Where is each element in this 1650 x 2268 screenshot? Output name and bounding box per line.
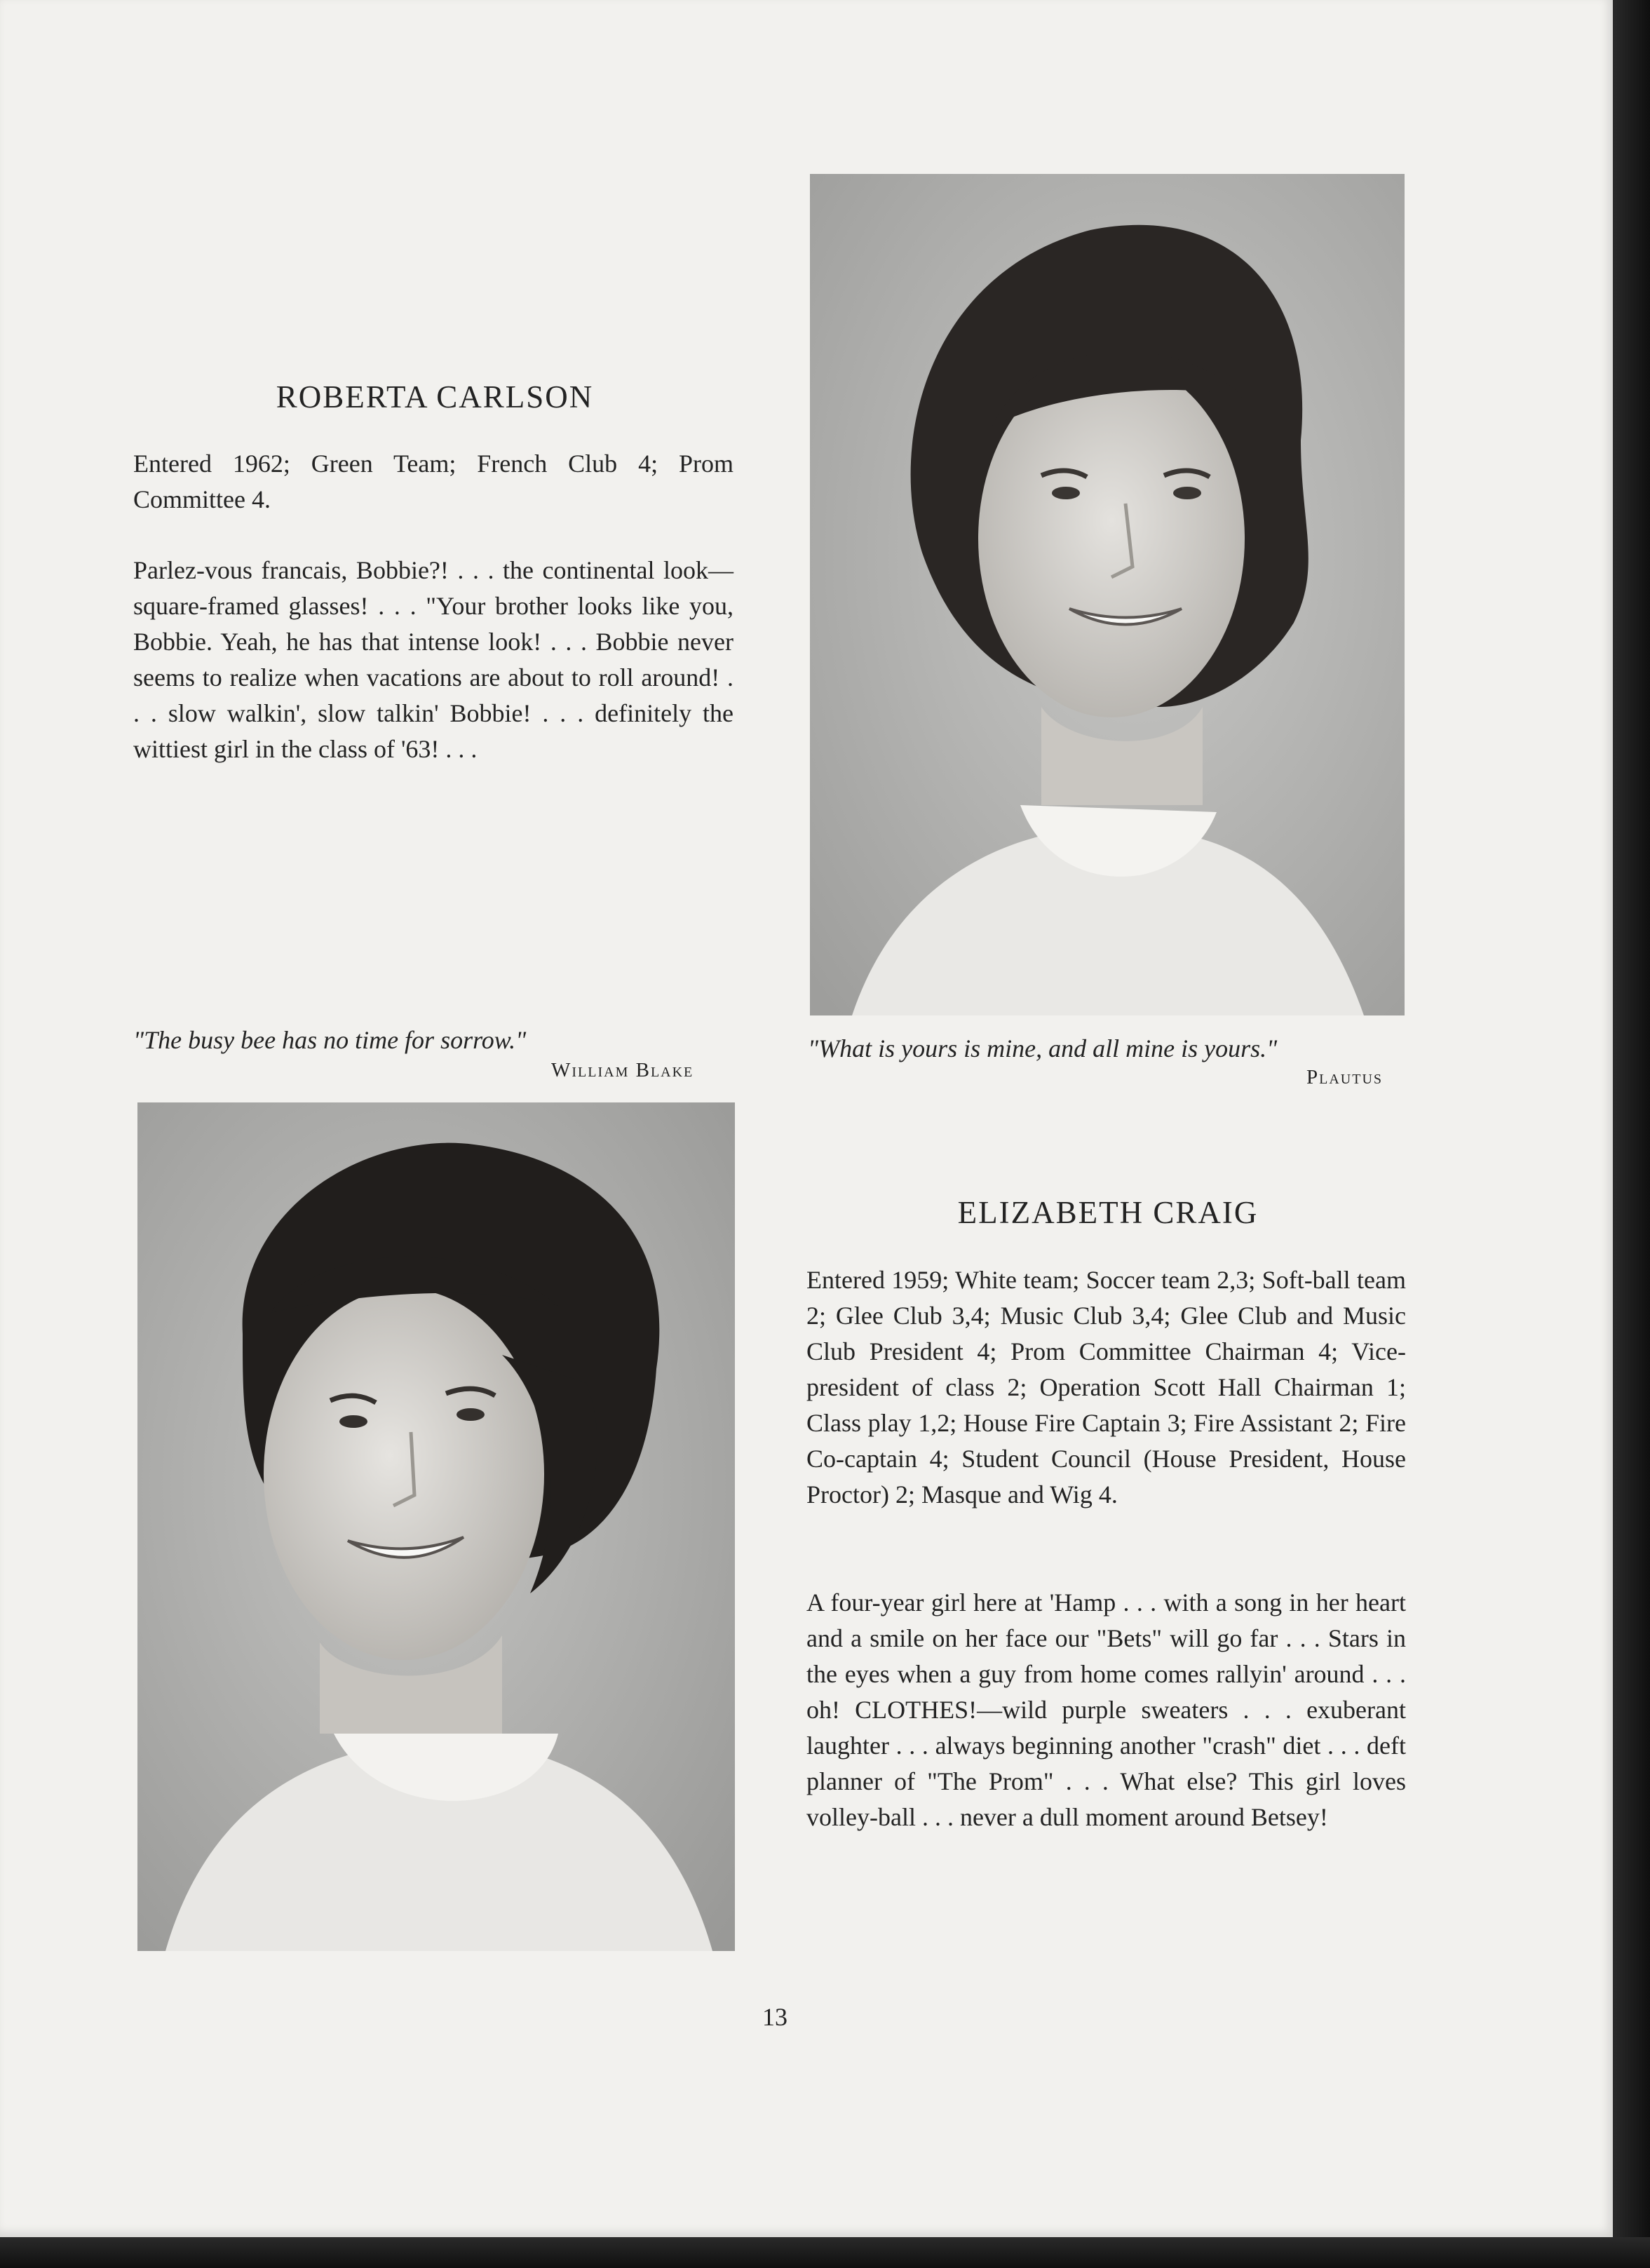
elizabeth-craig-quote-author: Plautus <box>1306 1066 1384 1088</box>
roberta-carlson-name: ROBERTA CARLSON <box>276 379 594 414</box>
elizabeth-craig-write-up: A four-year girl here at 'Hamp . . . with a song in her heart and a smile on her face our "Bets" will go far . . . Stars in the eyes when a guy from home comes rallyin' around . . . oh! CLOTHES!—wild purple sweaters . . . exuberant laughter . . . always beginning another "crash" diet . . . deft planner of "The Prom" . . . What else? This girl loves volley-ball . . . never a dull moment around Betsey! <box>806 1588 1406 1831</box>
roberta-carlson-quote-author: William Blake <box>551 1059 694 1081</box>
roberta-carlson-activities: Entered 1962; Green Team; French Club 4; Prom Committee 4. <box>133 450 733 513</box>
roberta-carlson-quote: "The busy bee has no time for sorrow." <box>133 1026 527 1054</box>
scanner-edge-right <box>1613 0 1650 2268</box>
roberta-carlson-portrait <box>810 174 1405 1015</box>
page-number: 13 <box>762 2003 787 2031</box>
roberta-portrait-image <box>810 174 1405 1015</box>
elizabeth-craig-portrait <box>137 1102 735 1951</box>
roberta-carlson-write-up: Parlez-vous francais, Bobbie?! . . . the continental look—square-framed glasses! . . . "Your brother looks like you, Bobbie. Yeah, he has that intense look! . . . Bobbie never seems to realize when vacations are about to roll around! . . . slow walkin', slow talkin' Bobbie! . . . definitely the wittiest girl in the class of '63! . . . <box>133 556 733 763</box>
elizabeth-craig-name: ELIZABETH CRAIG <box>957 1195 1259 1230</box>
scanner-edge-bottom <box>0 2237 1650 2268</box>
elizabeth-craig-activities: Entered 1959; White team; Soccer team 2,3; Soft-ball team 2; Glee Club 3,4; Music Club 3,4; Glee Club and Music Club President 4; Prom Committee Chairman 4; Vice-president of class 2; Operation Scott Hall Chairman 1; Class play 1,2; House Fire Captain 3; Fire Assistant 2; Fire Co-captain 4; Student Council (House President, House Proctor) 2; Masque and Wig 4. <box>806 1266 1406 1508</box>
elizabeth-portrait-image <box>137 1102 735 1951</box>
elizabeth-craig-quote: "What is yours is mine, and all mine is yours." <box>808 1034 1278 1062</box>
